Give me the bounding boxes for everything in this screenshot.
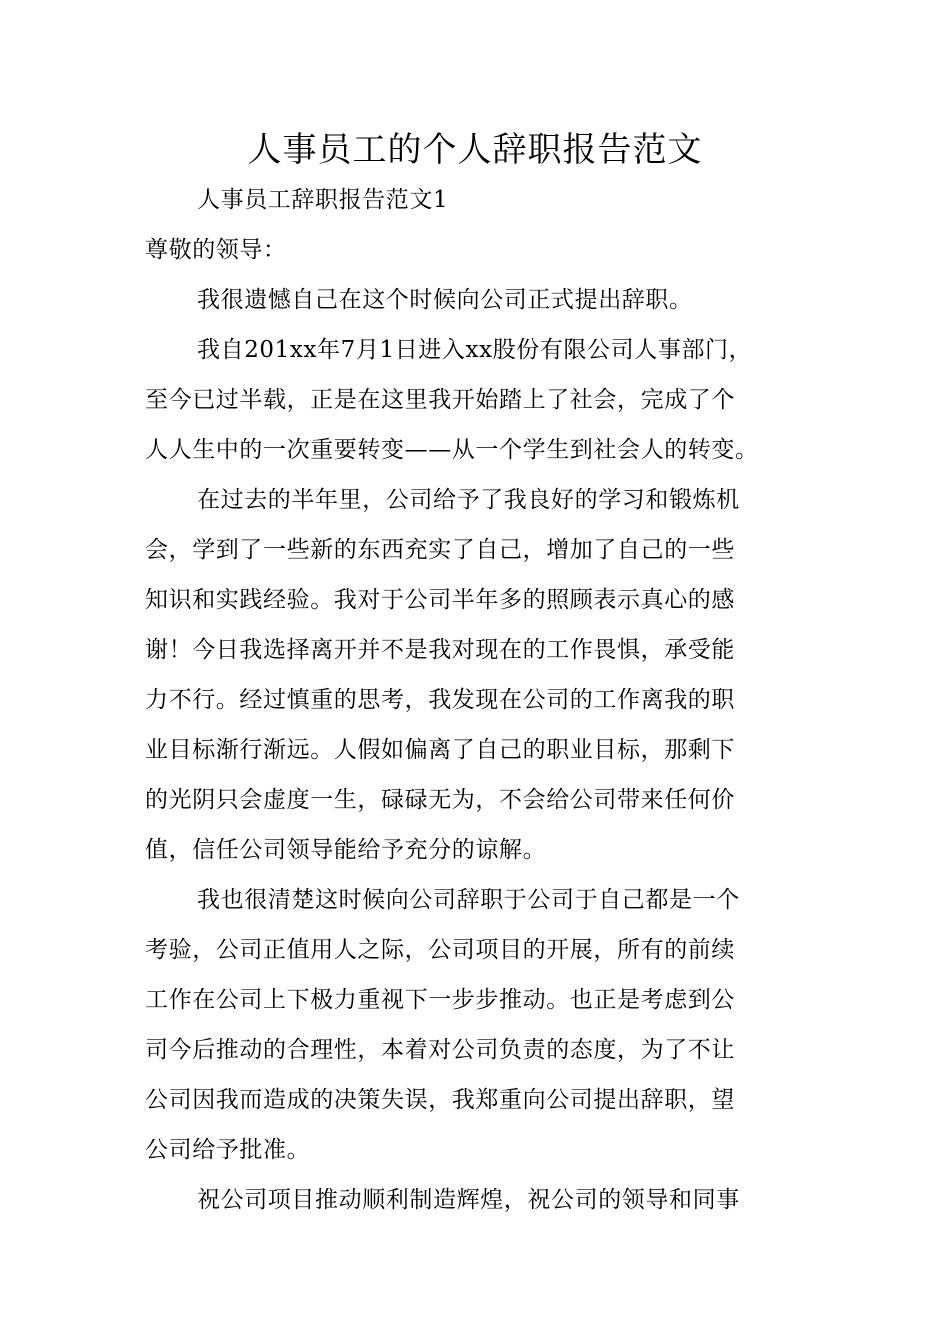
body-line: 的光阴只会虚度一生，碌碌无为，不会给公司带来任何价 xyxy=(145,787,735,813)
body-line: 考验，公司正值用人之际，公司项目的开展，所有的前续 xyxy=(145,937,735,963)
body-line: 值，信任公司领导能给予充分的谅解。 xyxy=(145,837,547,863)
body-line: 工作在公司上下极力重视下一步步推动。也正是考虑到公 xyxy=(145,987,735,1013)
document-title: 人事员工的个人辞职报告范文 xyxy=(247,130,703,170)
body-line: 谢！今日我选择离开并不是我对现在的工作畏惧，承受能 xyxy=(145,637,735,663)
body-line: 业目标渐行渐远。人假如偏离了自己的职业目标，那剩下 xyxy=(145,737,735,763)
body-line: 至今已过半载，正是在这里我开始踏上了社会，完成了个 xyxy=(145,387,735,413)
body-line: 公司给予批准。 xyxy=(145,1137,311,1163)
subtitle-line: 人事员工辞职报告范文1 xyxy=(197,187,449,213)
body-line: 力不行。经过慎重的思考，我发现在公司的工作离我的职 xyxy=(145,687,735,713)
salutation-line: 尊敬的领导： xyxy=(145,237,287,263)
body-line: 我也很清楚这时候向公司辞职于公司于自己都是一个 xyxy=(197,887,740,913)
body-line: 司今后推动的合理性，本着对公司负责的态度，为了不让 xyxy=(145,1037,735,1063)
body-line: 人人生中的一次重要转变——从一个学生到社会人的转变。 xyxy=(145,437,759,463)
body-line: 祝公司项目推动顺利制造辉煌，祝公司的领导和同事 xyxy=(197,1187,740,1213)
body-line: 知识和实践经验。我对于公司半年多的照顾表示真心的感 xyxy=(145,587,735,613)
body-line: 会，学到了一些新的东西充实了自己，增加了自己的一些 xyxy=(145,537,735,563)
body-line: 公司因我而造成的决策失误，我郑重向公司提出辞职，望 xyxy=(145,1087,735,1113)
body-line: 我自201xx年7月1日进入xx股份有限公司人事部门， xyxy=(197,337,753,363)
body-line: 我很遗憾自己在这个时候向公司正式提出辞职。 xyxy=(197,287,693,313)
body-line: 在过去的半年里，公司给予了我良好的学习和锻炼机 xyxy=(197,487,740,513)
